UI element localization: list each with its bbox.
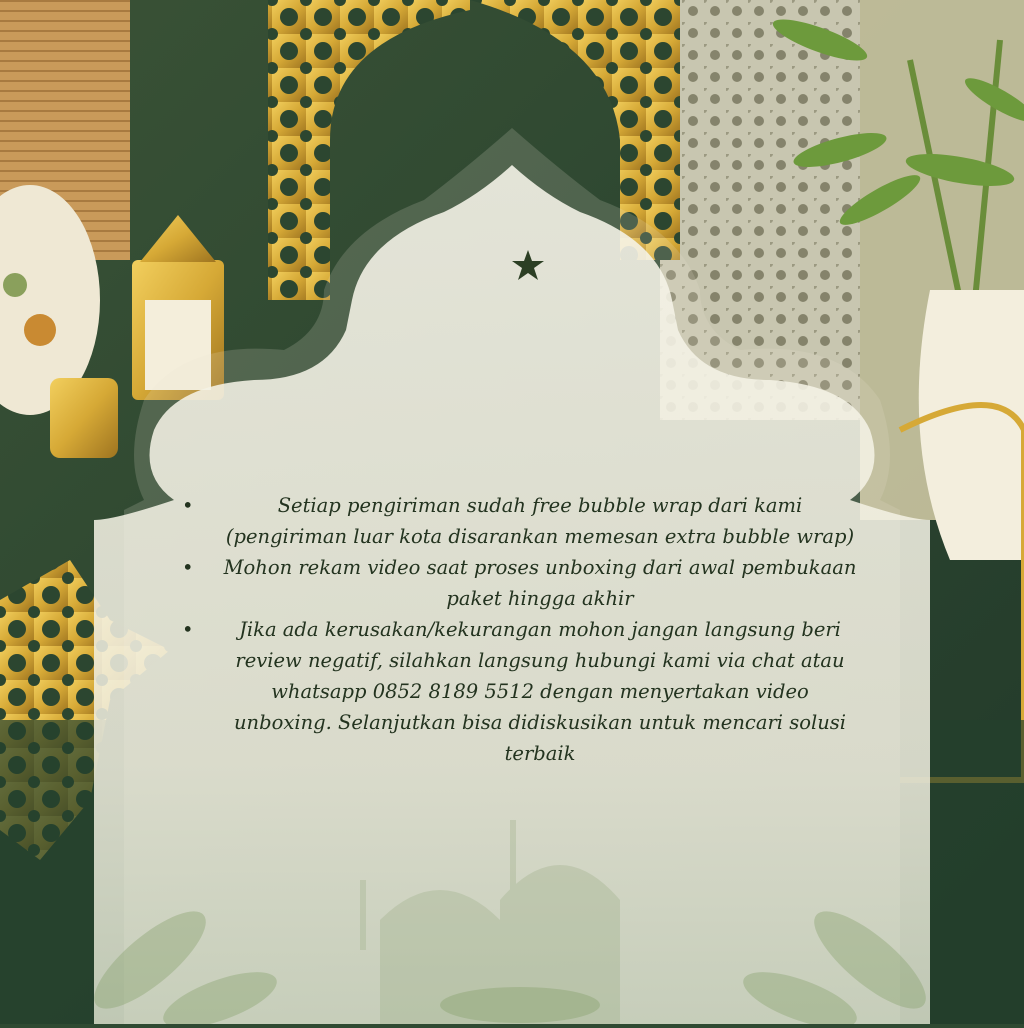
bullet-dot-icon: • (182, 556, 194, 579)
note-text: Jika ada kerusakan/kekurangan mohon jangan langsung beri review negatif, silahkan langsung hubungi kami via chat atau whatsapp 0852 8189 5512 dengan menyertakan video unboxing. Selanjutkan bisa didiskusikan untuk mencari solusi terbaik (234, 618, 846, 765)
note-item-unboxing-video (170, 552, 860, 614)
note-text: Mohon rekam video saat proses unboxing dari awal pembukaan paket hingga akhir (223, 556, 857, 610)
note-item-damage-contact (170, 614, 860, 769)
notes-list (170, 490, 860, 769)
notes-section (170, 490, 860, 769)
crescent-star-icon (470, 228, 554, 320)
bullet-dot-icon: • (182, 494, 194, 517)
bullet-dot-icon: • (182, 618, 194, 641)
note-text: Setiap pengiriman sudah free bubble wrap dari kami (pengiriman luar kota disarankan memesan extra bubble wrap) (225, 494, 855, 548)
note-item-bubble-wrap (170, 490, 860, 552)
